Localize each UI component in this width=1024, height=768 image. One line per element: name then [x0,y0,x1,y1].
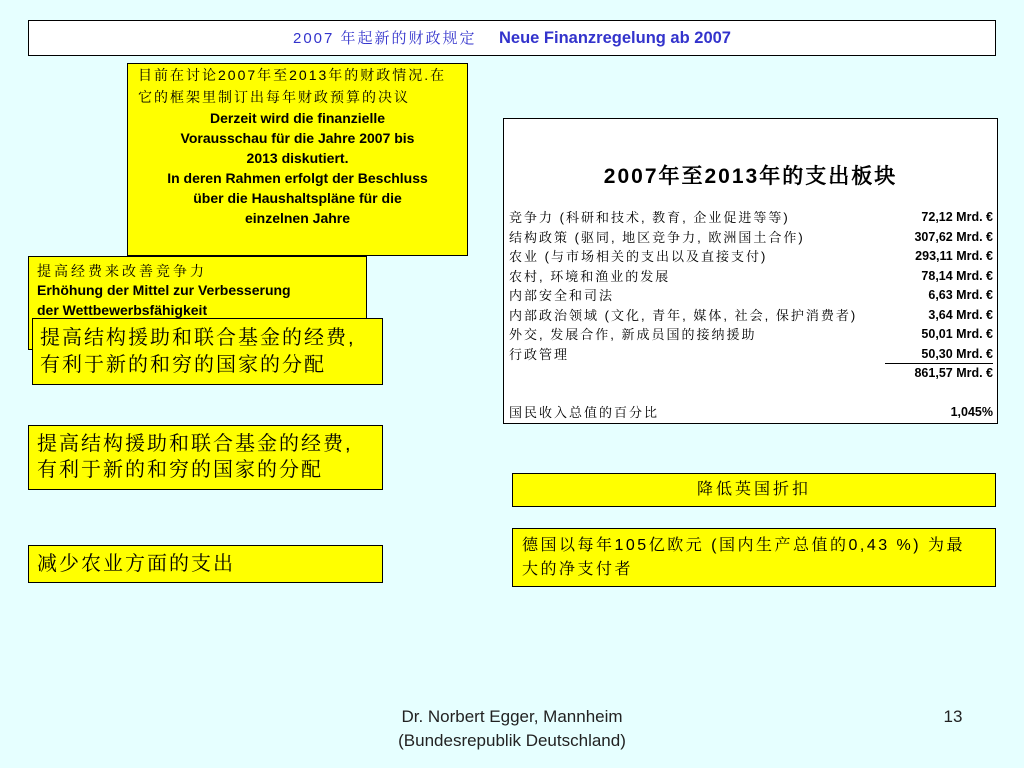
structural-aid-box [28,425,383,490]
uk-rebate-text: 降低英国折扣 [696,481,811,498]
row-value: 50,01 Mrd. € [921,327,993,341]
intro-german-line: einzelnen Jahre [244,210,351,226]
agriculture-text: 减少农业方面的支出 [37,553,235,575]
table-row [509,247,993,267]
intro-german-line: In deren Rahmen erfolgt der Beschluss [167,170,428,186]
table-gni-row [509,403,993,423]
footer-author-line: Dr. Norbert Egger, Mannheim [401,707,623,726]
table-row [509,228,993,248]
structural-aid-line: 提高结构援助和联合基金的经费, [37,433,353,455]
uk-rebate-box [512,473,996,507]
row-value: 78,14 Mrd. € [921,268,993,283]
row-value: 293,11 Mrd. € [915,249,993,263]
total-value: 861,57 Mrd. € [914,366,993,380]
table-row [509,208,993,228]
row-value: 3,64 Mrd. € [928,307,993,322]
intro-german-line: über die Haushaltspläne für die [193,190,402,206]
row-label: 结构政策 (驱同, 地区竞争力, 欧洲国土合作) [509,229,805,245]
intro-german-text [128,108,467,228]
row-value: 72,12 Mrd. € [921,210,993,224]
row-label: 内部政治领域 (文化, 青年, 媒体, 社会, 保护消费者) [509,307,858,323]
row-label: 外交, 发展合作, 新成员国的接纳援助 [509,327,757,342]
structural-aid-line: 有利于新的和穷的国家的分配 [40,354,326,376]
structural-aid-line: 提高结构援助和联合基金的经费, [40,327,356,349]
gni-label: 国民收入总值的百分比 [509,405,660,420]
intro-chinese-text [128,64,467,108]
germany-net-payer-line: 大的净支付者 [522,561,634,578]
row-label: 内部安全和司法 [509,288,615,303]
competitiveness-german-line: Erhöhung der Mittel zur Verbesserung [37,282,291,298]
table-row [509,345,993,365]
germany-net-payer-box [512,528,996,587]
table-total-row [509,364,993,384]
structural-aid-box-overlay [32,318,383,385]
row-value: 50,30 Mrd. € [885,345,993,365]
table-row [509,267,993,287]
row-label: 农村, 环境和渔业的发展 [509,268,671,284]
row-label: 行政管理 [509,346,570,362]
total-label-spacer [509,364,885,384]
structural-aid-line: 有利于新的和穷的国家的分配 [37,459,323,481]
intro-chinese-line: 目前在讨论2007年至2013年的财政情况.在 [138,67,447,83]
table-body [509,208,993,423]
slide-title-german: Neue Finanzregelung ab 2007 [499,29,731,47]
table-blank-row [509,384,993,404]
competitiveness-german-line: der Wettbewerbsfähigkeit [37,301,208,318]
intro-german-line: Vorausschau für die Jahre 2007 bis [180,130,415,146]
germany-net-payer-line: 德国以每年105亿欧元 (国内生产总值的0,43 %) 为最 [522,537,966,554]
row-value: 307,62 Mrd. € [914,229,993,244]
footer-author-line: (Bundesrepublik Deutschland) [398,731,626,750]
slide-title-box [28,20,996,56]
slide-title-chinese: 2007 年起新的财政规定 [293,30,477,47]
intro-text-box [127,63,468,256]
footer-author [312,705,712,753]
gni-value: 1,045% [950,405,993,419]
competitiveness-chinese-text: 提高经费来改善竞争力 [37,263,207,279]
intro-german-line: Derzeit wird die finanzielle [209,110,386,126]
row-value: 6,63 Mrd. € [928,288,993,302]
table-row [509,306,993,326]
table-row [509,286,993,306]
table-row [509,325,993,345]
intro-german-line: 2013 diskutiert. [246,150,349,166]
row-label: 竞争力 (科研和技术, 教育, 企业促进等等) [509,210,790,225]
table-title: 2007年至2013年的支出板块 [603,165,898,188]
intro-chinese-line: 它的框架里制订出每年财政预算的决议 [138,89,410,105]
agriculture-box [28,545,383,583]
spending-table [503,118,998,424]
row-label: 农业 (与市场相关的支出以及直接支付) [509,249,768,264]
page-number: 13 [943,707,963,726]
